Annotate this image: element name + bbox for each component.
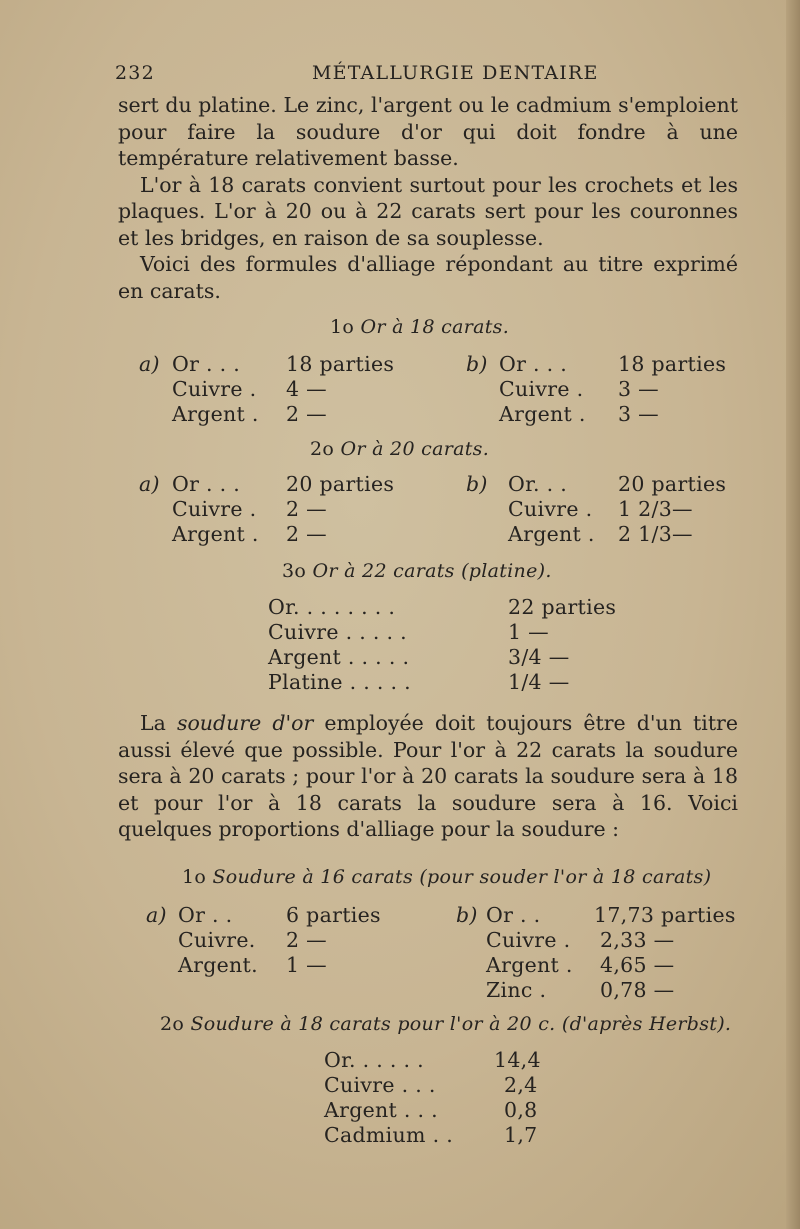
section-number: 2o <box>310 438 335 460</box>
ingredient-name: Argent . . . <box>324 1098 438 1122</box>
ingredient-name: Argent . <box>172 402 259 426</box>
section-number: 1o <box>182 866 207 888</box>
ingredient-amount: 14,4 <box>494 1048 541 1072</box>
ingredient-amount: 3 — <box>618 402 659 426</box>
ingredient-name: Cuivre . . . <box>324 1073 436 1097</box>
ingredient-name: Or . . . <box>499 352 568 376</box>
ingredient-amount: 20 parties <box>618 472 727 496</box>
ingredient-amount: 1/4 — <box>508 670 570 694</box>
ingredient-name: Cuivre . <box>508 497 593 521</box>
ingredient-amount: 1 2/3— <box>618 497 693 521</box>
formula-label-text: b) <box>466 472 488 496</box>
ingredient-name: Or . . <box>486 903 541 927</box>
section-heading <box>310 438 489 460</box>
ingredient-amount: 1 — <box>286 953 327 977</box>
page-number: 232 <box>115 62 155 84</box>
ingredient-amount: 0,8 <box>504 1098 538 1122</box>
formula-label <box>139 352 160 376</box>
solder-term: soudure d'or <box>176 711 314 735</box>
solder-text: employée doit toujours être d'un titre aussi élevé que possible. Pour l'or à 22 carats la soudure sera à 20 carats ; pour l'or à 20 carats la soudure sera à 18 et pour l'or à 18 carats la soudure sera à 16. Voici quelques proportions d'alliage pour la soudure : <box>118 711 738 841</box>
intro-paragraph: Voici des formules d'alliage répondant au titre exprimé en carats. <box>118 252 738 303</box>
section-title: Or à 20 carats. <box>340 438 490 460</box>
ingredient-name: Or . . <box>178 903 233 927</box>
ingredient-amount: 6 parties <box>286 903 381 927</box>
ingredient-amount: 18 parties <box>618 352 727 376</box>
section-number: 2o <box>160 1013 185 1035</box>
ingredient-amount: 2 — <box>286 928 327 952</box>
page-edge <box>786 0 800 1229</box>
section-title: Soudure à 16 carats (pour souder l'or à 18 carats) <box>212 866 712 888</box>
ingredient-name: Or . . . <box>172 352 241 376</box>
ingredient-name: Cuivre . <box>486 928 571 952</box>
ingredient-name: Cuivre . <box>172 497 257 521</box>
ingredient-amount: 0,78 — <box>600 978 675 1002</box>
formula-label <box>466 352 488 376</box>
section-heading <box>160 1013 731 1035</box>
ingredient-name: Cadmium . . <box>324 1123 454 1147</box>
formula-label <box>466 472 488 496</box>
section-heading <box>282 560 552 582</box>
ingredient-name: Argent . <box>499 402 586 426</box>
ingredient-name: Platine . . . . . <box>268 670 411 694</box>
formula-label-text: b) <box>466 352 488 376</box>
ingredient-amount: 4,65 — <box>600 953 675 977</box>
section-heading <box>330 316 509 338</box>
ingredient-amount: 2,4 <box>504 1073 538 1097</box>
formula-label-text: a) <box>139 352 160 376</box>
ingredient-amount: 4 — <box>286 377 327 401</box>
ingredient-amount: 3/4 — <box>508 645 570 669</box>
section-number: 1o <box>330 316 355 338</box>
ingredient-name: Argent . <box>508 522 595 546</box>
ingredient-name: Argent . <box>486 953 573 977</box>
intro-paragraph: L'or à 18 carats convient surtout pour les crochets et les plaques. L'or à 20 ou à 22 carats sert pour les couronnes et les bridges, en raison de sa souplesse. <box>118 172 738 250</box>
ingredient-name: Argent . . . . . <box>268 645 410 669</box>
ingredient-amount: 2 1/3— <box>618 522 693 546</box>
ingredient-name: Or. . . . . . <box>324 1048 424 1072</box>
section-heading <box>182 866 711 888</box>
formula-label <box>456 903 478 927</box>
ingredient-amount: 18 parties <box>286 352 395 376</box>
ingredient-amount: 20 parties <box>286 472 395 496</box>
running-title: MÉTALLURGIE DENTAIRE <box>312 62 599 84</box>
ingredient-amount: 17,73 parties <box>594 903 736 927</box>
formula-label <box>146 903 167 927</box>
ingredient-name: Argent . <box>172 522 259 546</box>
section-number: 3o <box>282 560 307 582</box>
ingredient-name: Or . . . <box>172 472 241 496</box>
formula-label-text: b) <box>456 903 478 927</box>
solder-text: La <box>140 711 177 735</box>
ingredient-name: Or. . . . . . . . <box>268 595 396 619</box>
ingredient-amount: 2 — <box>286 497 327 521</box>
ingredient-name: Cuivre . . . . . <box>268 620 407 644</box>
ingredient-name: Argent. <box>178 953 258 977</box>
ingredient-name: Zinc . <box>486 978 547 1002</box>
section-title: Soudure à 18 carats pour l'or à 20 c. (d'après Herbst). <box>190 1013 732 1035</box>
ingredient-amount: 2 — <box>286 402 327 426</box>
solder-paragraph <box>118 710 738 843</box>
ingredient-name: Cuivre . <box>172 377 257 401</box>
ingredient-amount: 1,7 <box>504 1123 538 1147</box>
section-title: Or à 18 carats. <box>360 316 510 338</box>
ingredient-amount: 2 — <box>286 522 327 546</box>
section-title: Or à 22 carats (platine). <box>312 560 552 582</box>
ingredient-amount: 3 — <box>618 377 659 401</box>
formula-label <box>139 472 160 496</box>
ingredient-amount: 22 parties <box>508 595 617 619</box>
ingredient-name: Cuivre. <box>178 928 256 952</box>
ingredient-amount: 2,33 — <box>600 928 675 952</box>
ingredient-name: Or. . . <box>508 472 568 496</box>
ingredient-name: Cuivre . <box>499 377 584 401</box>
ingredient-amount: 1 — <box>508 620 549 644</box>
formula-label-text: a) <box>139 472 160 496</box>
formula-label-text: a) <box>146 903 167 927</box>
intro-text <box>118 92 738 304</box>
intro-paragraph: sert du platine. Le zinc, l'argent ou le cadmium s'emploient pour faire la soudure d'or qui doit fondre à une température relativement basse. <box>118 93 738 170</box>
